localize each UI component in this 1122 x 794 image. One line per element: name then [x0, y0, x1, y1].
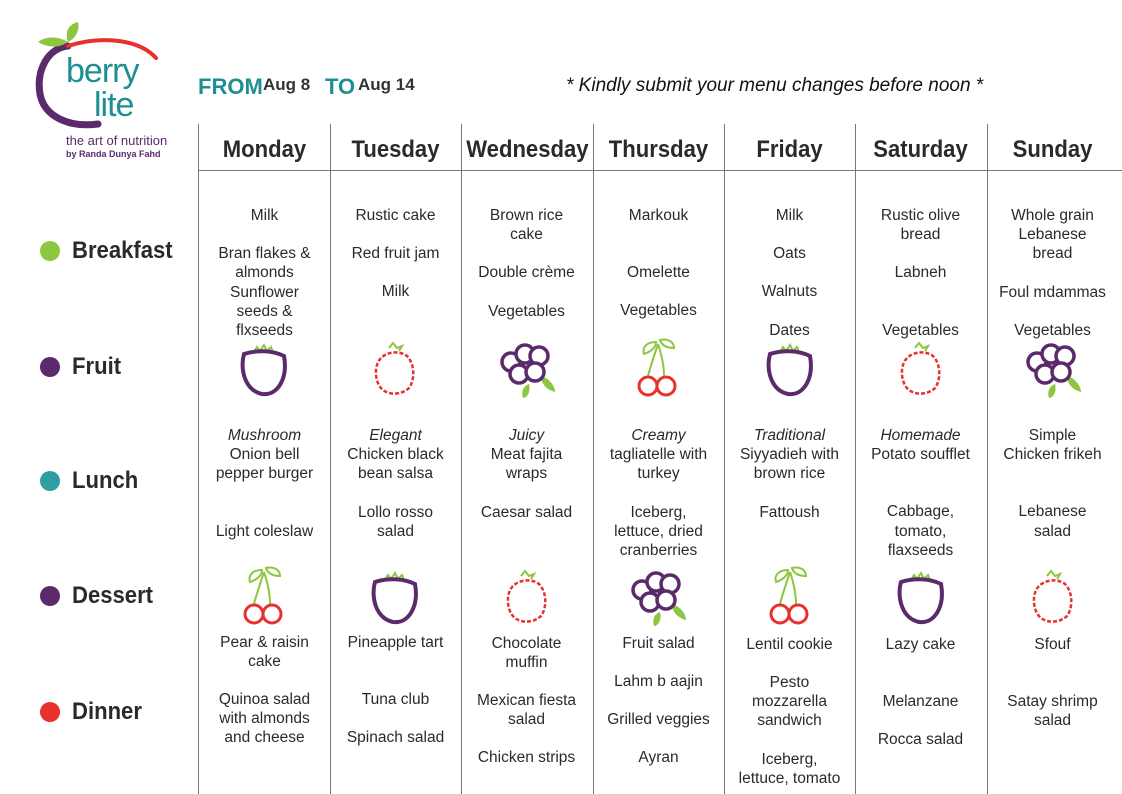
- day-header-monday: Monday: [222, 136, 307, 163]
- lunch-cell-tuesday: Elegant Chicken black bean salsa Lollo rosso salad: [347, 427, 444, 540]
- lunch-cell-friday: Traditional Siyyadieh with brown rice Fattoush: [739, 427, 840, 521]
- dessert-cell-saturday: Lazy cake: [885, 636, 956, 653]
- dessert-cell-thursday: Fruit salad: [622, 635, 695, 652]
- dessert-cell-monday: Pear & raisin cake: [220, 634, 309, 671]
- day-header-friday: Friday: [756, 136, 823, 163]
- meal-name: Fruit: [72, 353, 122, 380]
- dessert-cell-friday: Lentil cookie: [746, 636, 833, 653]
- to-label: TO: [325, 74, 356, 99]
- from-date: Aug 8: [263, 75, 311, 94]
- to-date: Aug 14: [358, 75, 415, 94]
- dinner-dot-icon: [40, 702, 60, 722]
- dessert-dot-icon: [40, 586, 60, 606]
- header-divider: [199, 170, 1122, 171]
- dinner-cell-saturday: Melanzane Rocca salad: [877, 693, 964, 749]
- logo-lite-text: lite: [94, 86, 134, 124]
- cherry-icon: [626, 334, 690, 398]
- meal-label-dinner: [40, 697, 148, 727]
- lunch-cell-saturday: Homemade Potato soufflet Cabbage, tomato, flaxseeds: [871, 427, 970, 559]
- meal-label-fruit: [40, 352, 125, 382]
- breakfast-cell-sunday: Whole grain Lebanese bread Foul mdammas Vegetables: [999, 207, 1106, 339]
- plum-icon: [758, 338, 822, 402]
- breakfast-dot-icon: [40, 241, 60, 261]
- meal-label-breakfast: [40, 236, 181, 266]
- raspberry-icon: [495, 566, 559, 630]
- plum-icon: [363, 566, 427, 630]
- fruit-dot-icon: [40, 357, 60, 377]
- dinner-cell-monday: Quinoa salad with almonds and cheese: [218, 691, 311, 747]
- dessert-cell-wednesday: Chocolate muffin: [491, 635, 562, 672]
- plum-icon: [889, 566, 953, 630]
- meal-name: Dinner: [72, 698, 142, 725]
- day-header-sunday: Sunday: [1012, 136, 1093, 163]
- cherry-icon: [758, 562, 822, 626]
- lunch-cell-monday: Mushroom Onion bell pepper burger Light coleslaw: [215, 427, 314, 540]
- day-header-thursday: Thursday: [608, 136, 709, 163]
- blueberry-icon: [495, 336, 559, 400]
- dinner-cell-sunday: Satay shrimp salad: [1007, 693, 1098, 730]
- day-header-tuesday: Tuesday: [351, 136, 440, 163]
- day-header-saturday: Saturday: [873, 136, 968, 163]
- lunch-dot-icon: [40, 471, 60, 491]
- meal-name: Breakfast: [72, 237, 173, 264]
- breakfast-cell-friday: Milk Oats Walnuts Dates: [761, 207, 818, 339]
- lunch-cell-thursday: Creamy tagliatelle with turkey Iceberg, lettuce, dried cranberries: [609, 427, 708, 560]
- logo-tagline: the art of nutrition: [66, 133, 168, 148]
- breakfast-cell-tuesday: Rustic cake Red fruit jam Milk: [351, 207, 440, 301]
- breakfast-cell-thursday: Markouk Omelette Vegetables: [620, 207, 697, 320]
- brand-logo: [28, 18, 188, 168]
- logo-byline: by Randa Dunya Fahd: [66, 149, 161, 159]
- raspberry-icon: [889, 338, 953, 402]
- dinner-cell-friday: Pesto mozzarella sandwich Iceberg, lettuce, tomato: [738, 674, 841, 787]
- lunch-cell-sunday: Simple Chicken frikeh Lebanese salad: [1003, 427, 1102, 540]
- dessert-cell-sunday: Sfouf: [1034, 636, 1071, 653]
- dinner-cell-thursday: Lahm b aajin Grilled veggies Ayran: [607, 673, 710, 767]
- logo-berry-text: berry: [66, 52, 139, 90]
- meal-label-dessert: [40, 581, 160, 611]
- meal-label-lunch: [40, 466, 144, 496]
- dinner-cell-tuesday: Tuna club Spinach salad: [346, 691, 445, 747]
- notice-text: * Kindly submit your menu changes before noon *: [566, 75, 984, 96]
- lunch-cell-wednesday: Juicy Meat fajita wraps Caesar salad: [480, 427, 573, 521]
- breakfast-cell-saturday: Rustic olive bread Labneh Vegetables: [880, 207, 961, 339]
- cherry-icon: [232, 562, 296, 626]
- day-header-wednesday: Wednesday: [466, 136, 589, 163]
- blueberry-icon: [626, 564, 690, 628]
- dessert-cell-tuesday: Pineapple tart: [347, 634, 444, 651]
- breakfast-cell-wednesday: Brown rice cake Double crème Vegetables: [478, 207, 575, 320]
- meal-name: Dessert: [72, 582, 154, 609]
- dinner-cell-wednesday: Mexican fiesta salad Chicken strips: [476, 692, 577, 767]
- meal-name: Lunch: [72, 467, 139, 494]
- breakfast-cell-monday: Milk Bran flakes & almonds Sunflower seeds & flxseeds: [218, 207, 311, 340]
- plum-icon: [232, 338, 296, 402]
- from-label: FROM: [198, 74, 263, 99]
- raspberry-icon: [363, 338, 427, 402]
- raspberry-icon: [1021, 566, 1085, 630]
- blueberry-icon: [1021, 336, 1085, 400]
